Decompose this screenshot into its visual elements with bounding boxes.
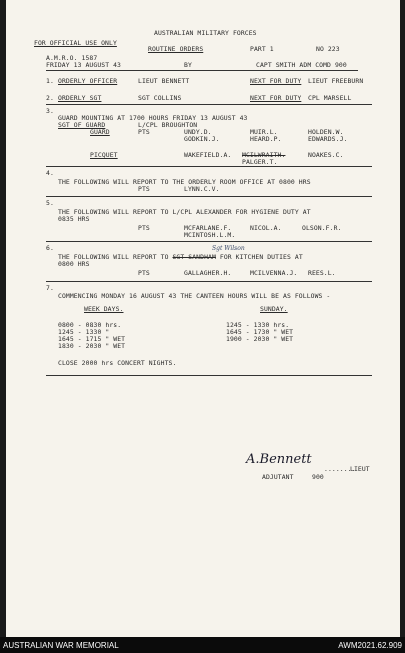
document-page [6, 0, 400, 637]
signature-title: ADJUTANT [262, 473, 294, 481]
orderly-officer-label: ORDERLY OFFICER [58, 77, 118, 85]
divider [46, 281, 372, 282]
guard-name: EDWARDS.J. [308, 135, 348, 143]
item-text [58, 254, 303, 261]
picquet-name: MCILWRAITH. [242, 151, 286, 159]
canteen-hours: 1245 - 1330 " [58, 328, 110, 336]
pts-label: PTS [138, 185, 150, 193]
archive-footer [0, 637, 405, 653]
guard-label: GUARD [90, 128, 110, 136]
item-text-part: THE FOLLOWING WILL REPORT TO [58, 253, 173, 261]
orderly-sgt-name: SGT COLLINS [138, 94, 182, 102]
part-label: PART 1 [250, 45, 274, 53]
item-number: 2. [46, 94, 54, 102]
divider [46, 375, 372, 376]
sgt-of-guard-name: L/CPL BROUGHTON [138, 121, 198, 129]
handwritten-amendment: Sgt Wilson [212, 245, 245, 252]
personnel-name: OLSON.F.R. [302, 224, 342, 232]
picquet-name: PALGER.T. [242, 158, 278, 166]
order-number: NO 223 [316, 45, 340, 53]
canteen-hours: 1645 - 1730 " WET [226, 328, 294, 336]
orderly-sgt-label: ORDERLY SGT [58, 94, 102, 102]
item-text: COMMENCING MONDAY 16 AUGUST 43 THE CANTEEN HOURS WILL BE AS FOLLOWS - [58, 292, 331, 300]
next-duty-name: LIEUT FREEBURN [308, 77, 364, 85]
next-duty-label: NEXT FOR DUTY [250, 77, 302, 85]
item-number: 6. [46, 244, 54, 252]
canteen-hours: 1900 - 2030 " WET [226, 335, 294, 343]
signature: A.Bennett [246, 452, 312, 467]
guard-name: MUIR.L. [250, 128, 278, 136]
closing-note: CLOSE 2000 hrs CONCERT NIGHTS. [58, 359, 177, 367]
item-text-part: FOR KITCHEN DUTIES AT [215, 253, 303, 261]
canteen-hours: 1245 - 1330 hrs. [226, 321, 290, 329]
item-text: THE FOLLOWING WILL REPORT TO THE ORDERLY ROOM OFFICE AT 0800 HRS [58, 178, 311, 186]
guard-name: GODKIN.J. [184, 135, 220, 143]
restriction-label: FOR OFFICIAL USE ONLY [34, 39, 117, 47]
next-duty-label: NEXT FOR DUTY [250, 94, 302, 102]
next-duty-name: CPL MARSELL [308, 94, 352, 102]
footer-accession: AWM2021.62.909 [338, 641, 402, 650]
guard-name: UNDY.D. [184, 128, 212, 136]
personnel-name: MCILVENNA.J. [250, 269, 298, 277]
item-text: 0800 HRS [58, 260, 90, 268]
item-number: 3. [46, 107, 54, 115]
item-text: THE FOLLOWING WILL REPORT TO L/CPL ALEXANDER FOR HYGIENE DUTY AT [58, 208, 311, 216]
divider [46, 241, 372, 242]
org-title: AUSTRALIAN MILITARY FORCES [154, 29, 257, 37]
guard-mounting-text: GUARD MOUNTING AT 1700 HOURS FRIDAY 13 AUGUST 43 [58, 114, 248, 122]
footer-institution: AUSTRALIAN WAR MEMORIAL [3, 641, 119, 650]
sgt-of-guard-label: SGT OF GUARD [58, 121, 106, 129]
pts-label: PTS [138, 269, 150, 277]
guard-name: HOLDEN.W. [308, 128, 344, 136]
by-label: BY [184, 61, 192, 69]
personnel-name: MCFARLANE.F. [184, 224, 232, 232]
orderly-officer-name: LIEUT BENNETT [138, 77, 190, 85]
divider [46, 70, 358, 71]
pts-label: PTS [138, 224, 150, 232]
picquet-name: NOAKES.C. [308, 151, 344, 159]
canteen-hours: 1645 - 1715 " WET [58, 335, 126, 343]
divider [46, 104, 372, 105]
signature-unit: 900 [312, 473, 324, 481]
struck-text: SGT SANDHAM [172, 253, 216, 261]
canteen-hours: 0800 - 0830 hrs. [58, 321, 122, 329]
item-number: 5. [46, 199, 54, 207]
personnel-name: LYNN.C.V. [184, 185, 220, 193]
item-text: 0835 HRS [58, 215, 90, 223]
amro-ref: A.M.R.O. 1587 [46, 54, 98, 62]
guard-name: HEARD.P. [250, 135, 282, 143]
canteen-hours: 1830 - 2030 " WET [58, 342, 126, 350]
item-number: 7. [46, 284, 54, 292]
commander: CAPT SMITH ADM COMD 900 [256, 61, 347, 69]
order-date: FRIDAY 13 AUGUST 43 [46, 61, 122, 69]
weekdays-title: WEEK DAYS. [84, 305, 124, 313]
item-number: 1. [46, 77, 54, 85]
item-number: 4. [46, 169, 54, 177]
personnel-name: MCINTOSH.L.M. [184, 231, 236, 239]
pts-label: PTS [138, 128, 150, 136]
orders-title: ROUTINE ORDERS [148, 45, 204, 53]
signature-dots: ........ [324, 465, 356, 473]
picquet-label: PICQUET [90, 151, 118, 159]
personnel-name: NICOL.A. [250, 224, 282, 232]
signature-rank: LIEUT [350, 465, 370, 473]
divider [46, 196, 372, 197]
personnel-name: REES.L. [308, 269, 336, 277]
picquet-name: WAKEFIELD.A. [184, 151, 232, 159]
sunday-title: SUNDAY. [260, 305, 288, 313]
divider [46, 166, 372, 167]
personnel-name: GALLAGHER.H. [184, 269, 232, 277]
